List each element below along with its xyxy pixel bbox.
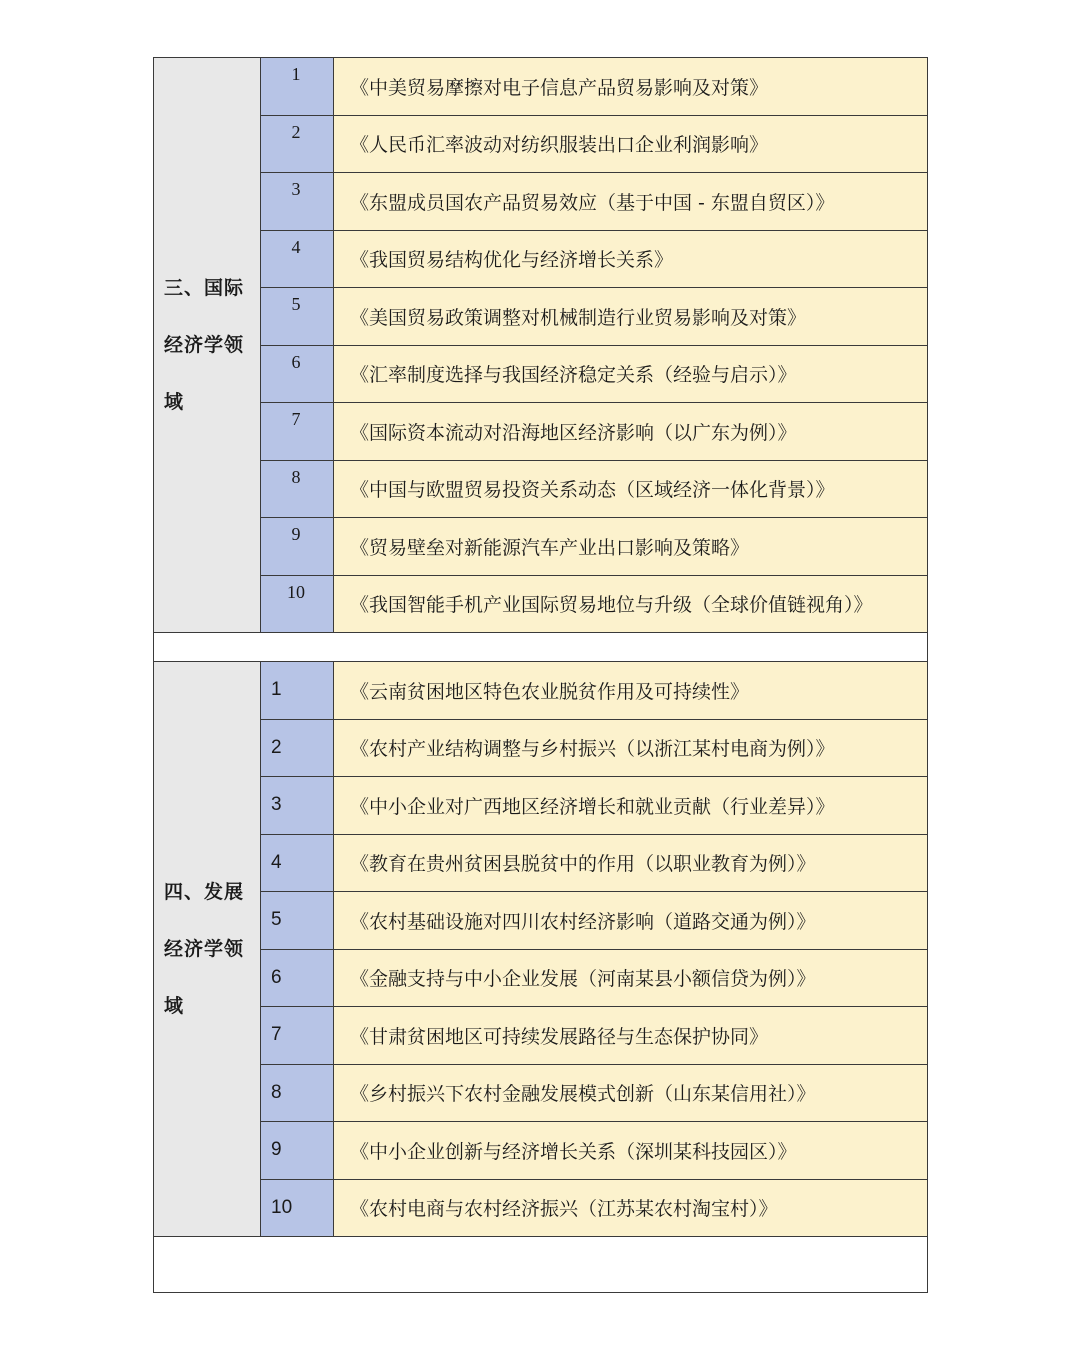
- topic-title: 《中国与欧盟贸易投资关系动态（区域经济一体化背景）》: [334, 460, 928, 518]
- topic-title: 《汇率制度选择与我国经济稳定关系（经验与启示）》: [334, 345, 928, 403]
- table-row: [154, 460, 928, 518]
- table-row: [154, 1179, 928, 1237]
- topic-title: 《农村产业结构调整与乡村振兴（以浙江某村电商为例）》: [334, 719, 928, 777]
- table-row: [154, 288, 928, 346]
- topic-title: 《人民币汇率波动对纺织服装出口企业利润影响》: [334, 115, 928, 173]
- topic-title: 《美国贸易政策调整对机械制造行业贸易影响及对策》: [334, 288, 928, 346]
- row-number: 9: [261, 518, 334, 576]
- table-row: [154, 892, 928, 950]
- topic-title: 《我国贸易结构优化与经济增长关系》: [334, 230, 928, 288]
- topic-title: 《云南贫困地区特色农业脱贫作用及可持续性》: [334, 662, 928, 720]
- table-row: [154, 834, 928, 892]
- table-row: [154, 345, 928, 403]
- row-number: 6: [261, 345, 334, 403]
- topic-title: 《中小企业对广西地区经济增长和就业贡献（行业差异）》: [334, 777, 928, 835]
- row-number: 3: [261, 173, 334, 231]
- category-cell: [154, 58, 261, 633]
- table-row: [154, 230, 928, 288]
- row-number: 3: [261, 777, 334, 835]
- table-row: [154, 662, 928, 720]
- category-label: 四、发展经济学领域: [164, 880, 245, 1017]
- topic-title: 《乡村振兴下农村金融发展模式创新（山东某信用社）》: [334, 1064, 928, 1122]
- empty-footer-row: [154, 1237, 928, 1293]
- topic-title: 《甘肃贫困地区可持续发展路径与生态保护协同》: [334, 1007, 928, 1065]
- table-row: [154, 1064, 928, 1122]
- table-row: [154, 777, 928, 835]
- category-cell: [154, 662, 261, 1237]
- table-row: [154, 1007, 928, 1065]
- table-row: [154, 575, 928, 633]
- row-number: 4: [261, 230, 334, 288]
- category-label: 三、国际经济学领域: [164, 276, 245, 413]
- topic-title: 《农村电商与农村经济振兴（江苏某农村淘宝村）》: [334, 1179, 928, 1237]
- empty-footer-cell: [154, 1237, 928, 1293]
- row-number: 6: [261, 949, 334, 1007]
- row-number: 10: [261, 575, 334, 633]
- row-number: 2: [261, 719, 334, 777]
- topic-title: 《贸易壁垒对新能源汽车产业出口影响及策略》: [334, 518, 928, 576]
- row-number: 5: [261, 288, 334, 346]
- topic-title: 《金融支持与中小企业发展（河南某县小额信贷为例）》: [334, 949, 928, 1007]
- row-number: 4: [261, 834, 334, 892]
- topic-table: [153, 57, 928, 1293]
- spacer-row: [154, 633, 928, 662]
- row-number: 10: [261, 1179, 334, 1237]
- topic-title: 《中小企业创新与经济增长关系（深圳某科技园区）》: [334, 1122, 928, 1180]
- row-number: 7: [261, 403, 334, 461]
- spacer-cell: [154, 633, 928, 662]
- row-number: 8: [261, 1064, 334, 1122]
- topic-title: 《中美贸易摩擦对电子信息产品贸易影响及对策》: [334, 58, 928, 116]
- table-row: [154, 1122, 928, 1180]
- topic-title: 《国际资本流动对沿海地区经济影响（以广东为例）》: [334, 403, 928, 461]
- table-row: [154, 115, 928, 173]
- row-number: 7: [261, 1007, 334, 1065]
- row-number: 9: [261, 1122, 334, 1180]
- table-row: [154, 173, 928, 231]
- row-number: 5: [261, 892, 334, 950]
- topic-title: 《我国智能手机产业国际贸易地位与升级（全球价值链视角）》: [334, 575, 928, 633]
- table-row: [154, 719, 928, 777]
- row-number: 1: [261, 58, 334, 116]
- topic-title: 《农村基础设施对四川农村经济影响（道路交通为例）》: [334, 892, 928, 950]
- topic-title: 《教育在贵州贫困县脱贫中的作用（以职业教育为例）》: [334, 834, 928, 892]
- table-row: [154, 403, 928, 461]
- topic-table-container: [153, 57, 927, 1293]
- row-number: 2: [261, 115, 334, 173]
- row-number: 1: [261, 662, 334, 720]
- topic-title: 《东盟成员国农产品贸易效应（基于中国 - 东盟自贸区）》: [334, 173, 928, 231]
- table-row: [154, 58, 928, 116]
- table-row: [154, 518, 928, 576]
- table-row: [154, 949, 928, 1007]
- row-number: 8: [261, 460, 334, 518]
